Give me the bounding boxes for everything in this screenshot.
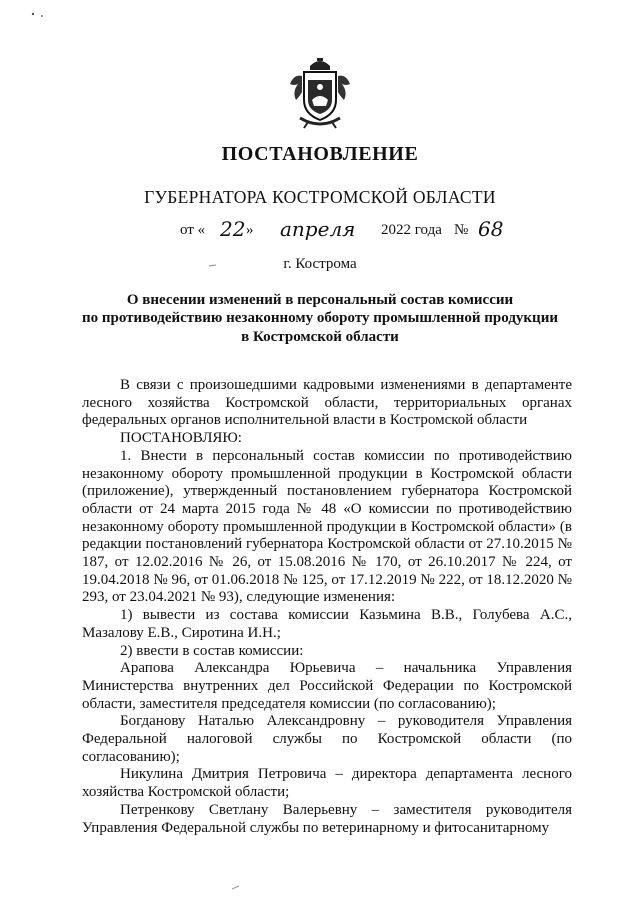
paragraph-member-bogdanova: Богданову Наталью Александровну – руководителя Управления Федеральной налоговой службы по Костромской области (по согласованию); (82, 713, 572, 765)
number-label: № (454, 222, 469, 238)
date-suffix: » (246, 222, 254, 238)
scan-speck (208, 262, 220, 270)
coat-of-arms-emblem (286, 56, 354, 130)
scan-speck (230, 883, 246, 893)
scan-speck (30, 10, 50, 20)
paragraph-member-arapov: Арапова Александра Юрьевича – начальника Управления Министерства внутренних дел Российской Федерации по Костромской области, заместителя председателя комиссии (по согласованию); (82, 660, 572, 712)
document-body (82, 377, 572, 837)
date-day-handwritten: 22 (220, 217, 246, 241)
document-number-handwritten: 68 (478, 217, 504, 241)
document-heading (60, 291, 580, 346)
paragraph-subitem-2: 2) ввести в состав комиссии: (120, 642, 304, 659)
paragraph-member-petrenkova: Петренкову Светлану Валерьевну – заместителя руководителя Управления Федеральной службы по ветеринарному и фитосанитарному (82, 801, 572, 836)
paragraph-preamble: В связи с произошедшими кадровыми изменениями в департаменте лесного хозяйства Костромской области, территориальных органах федеральных органов исполнительной власти в Костромской области (82, 377, 572, 429)
document-city: г. Кострома (283, 256, 357, 272)
paragraph-item-1: 1. Внести в персональный состав комиссии по противодействию незаконному обороту промышленной продукции в Костромской области (приложение), утвержденный постановлением губернатора Костромской области от 24 марта 2015 года № 48 «О комиссии по противодействию незаконному обороту промышленной продукции в Костромской области» (в редакции постановлений губернатора Костромской области от 27.10.2015 № 187, от 12.02.2016 № 26, от 15.08.2016 № 170, от 26.10.2017 № 224, от 19.04.2018 № 96, от 01.06.2018 № 125, от 17.12.2019 № 222, от 18.12.2020 № 293, от 23.04.2021 № 93), следующие изменения: (82, 447, 572, 606)
heading-line: по противодействию незаконному обороту промышленной продукции (82, 310, 558, 327)
date-month-handwritten: апреля (280, 217, 356, 241)
heading-line: О внесении изменений в персональный состав комиссии (126, 292, 514, 308)
paragraph-decree: ПОСТАНОВЛЯЮ: (120, 430, 242, 447)
date-prefix: от « (180, 222, 206, 238)
date-line (0, 219, 640, 247)
document-title: ПОСТАНОВЛЕНИЕ (221, 143, 419, 165)
paragraph-subitem-1: 1) вывести из состава комиссии Казьмина В.В., Голубева А.С., Мазалову Е.В., Сиротина И.Н.; (82, 607, 572, 641)
paragraph-member-nikulin: Никулина Дмитрия Петровича – директора департамента лесного хозяйства Костромской области; (82, 766, 572, 801)
document-issuer: ГУБЕРНАТОРА КОСТРОМСКОЙ ОБЛАСТИ (144, 187, 496, 207)
heading-line: в Костромской области (241, 328, 399, 345)
date-year: 2022 года (381, 222, 442, 238)
